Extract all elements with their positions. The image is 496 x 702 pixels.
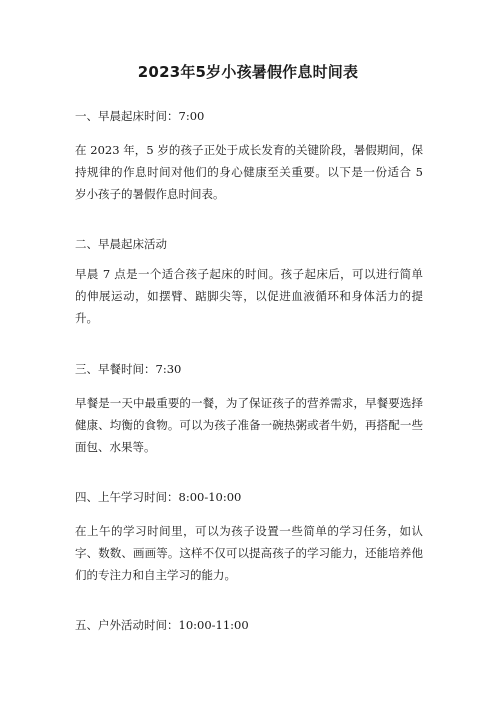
section-paragraph-1: 在 2023 年，5 岁的孩子正处于成长发育的关键阶段，暑假期间，保持规律的作息时间对他们的身心健康至关重要。以下是一份适合 5 岁小孩子的暑假作息时间表。 — [75, 143, 423, 201]
section-heading-2: 二、早晨起床活动 — [75, 237, 167, 251]
section-heading-4: 四、上午学习时间：8:00-10:00 — [75, 490, 242, 504]
section-heading-3: 三、早餐时间：7:30 — [75, 362, 182, 376]
section-paragraph-2: 早晨 7 点是一个适合孩子起床的时间。孩子起床后，可以进行简单的伸展运动，如摆臂、踮脚尖等，以促进血液循环和身体活力的提升。 — [75, 267, 423, 325]
section-heading-1: 一、早晨起床时间：7:00 — [75, 109, 205, 123]
section-paragraph-3: 早餐是一天中最重要的一餐，为了保证孩子的营养需求，早餐要选择健康、均衡的食物。可以为孩子准备一碗热粥或者牛奶，再搭配一些面包、水果等。 — [75, 396, 423, 454]
document-title: 2023年5岁小孩暑假作息时间表 — [137, 63, 359, 81]
section-heading-5: 五、户外活动时间：10:00-11:00 — [75, 618, 249, 632]
section-paragraph-4: 在上午的学习时间里，可以为孩子设置一些简单的学习任务，如认字、数数、画画等。这样不仅可以提高孩子的学习能力，还能培养他们的专注力和自主学习的能力。 — [75, 524, 423, 582]
